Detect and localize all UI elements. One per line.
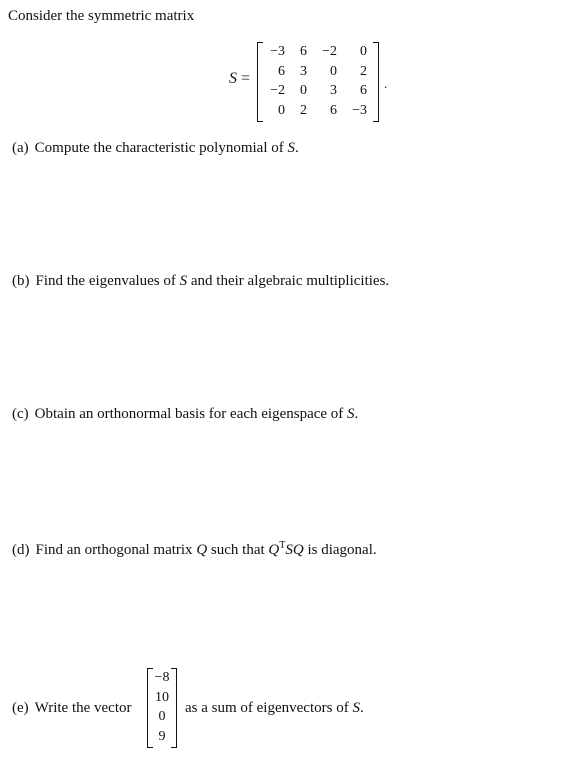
part-var: S (179, 273, 188, 289)
matrix-cell: 3 (300, 63, 307, 79)
matrix-cell: −2 (322, 44, 337, 59)
matrix-cell: 6 (360, 83, 367, 98)
matrix-cell: −2 (270, 83, 285, 98)
transpose-mark: T (279, 540, 286, 551)
matrix-cell: 0 (330, 63, 337, 79)
part-text: Find the eigenvalues of (35, 273, 180, 289)
part-text-mid: such that (207, 542, 269, 558)
matrix-cell: 2 (360, 63, 367, 79)
matrix-cell: 6 (278, 63, 285, 79)
part-d (12, 540, 377, 559)
part-c (12, 406, 358, 423)
part-e-lead (12, 700, 132, 717)
vector-cell: 10 (155, 689, 169, 705)
matrix-s (257, 42, 379, 122)
part-text-end: . (295, 140, 299, 156)
part-text-end: . (354, 406, 359, 422)
equals-sign: = (241, 70, 251, 87)
part-text-end: and their algebraic multiplicities. (187, 273, 390, 289)
part-text: Obtain an orthonormal basis for each eigenspace of (34, 406, 348, 422)
vector-right-bracket (171, 668, 177, 748)
vector-cell: −8 (154, 670, 170, 685)
matrix-cell: 2 (300, 102, 307, 118)
matrix-cell: 0 (360, 44, 367, 59)
part-a (12, 140, 299, 157)
expr-q: Q (268, 542, 280, 558)
vector-e (147, 668, 177, 748)
part-label: (a) (12, 140, 29, 156)
part-var: S (352, 700, 360, 716)
part-label: (d) (12, 542, 30, 558)
intro-text: Consider the symmetric matrix (8, 8, 195, 24)
part-text: Compute the characteristic polynomial of (34, 140, 288, 156)
matrix-period: . (384, 76, 388, 91)
matrix-cell: 6 (330, 102, 337, 118)
part-text-end: is diagonal. (303, 542, 377, 558)
part-label: (b) (12, 273, 30, 289)
vector-cell: 9 (158, 728, 166, 744)
matrix-right-bracket (373, 42, 379, 122)
part-text-end: . (359, 700, 364, 716)
expr-sq: SQ (285, 542, 304, 558)
part-text: Find an orthogonal matrix (35, 542, 197, 558)
matrix-cell: 3 (330, 83, 337, 98)
matrix-symbol: S (229, 70, 237, 87)
part-label: (c) (12, 406, 29, 422)
part-var: Q (196, 542, 208, 558)
matrix-cell: −3 (352, 102, 367, 118)
matrix-s-label (229, 70, 250, 88)
matrix-s-grid (263, 42, 367, 120)
part-label: (e) (12, 700, 29, 716)
vector-grid (151, 668, 173, 746)
matrix-cell: 6 (300, 44, 307, 59)
part-b (12, 273, 389, 290)
part-e-tail (185, 700, 364, 717)
matrix-cell: 0 (278, 102, 285, 118)
matrix-cell: 0 (300, 83, 307, 98)
part-text: as a sum of eigenvectors of (185, 700, 353, 716)
part-var: S (287, 140, 295, 156)
vector-cell: 0 (158, 709, 166, 724)
part-text: Write the vector (34, 700, 132, 716)
part-var: S (347, 406, 355, 422)
matrix-cell: −3 (270, 44, 285, 59)
